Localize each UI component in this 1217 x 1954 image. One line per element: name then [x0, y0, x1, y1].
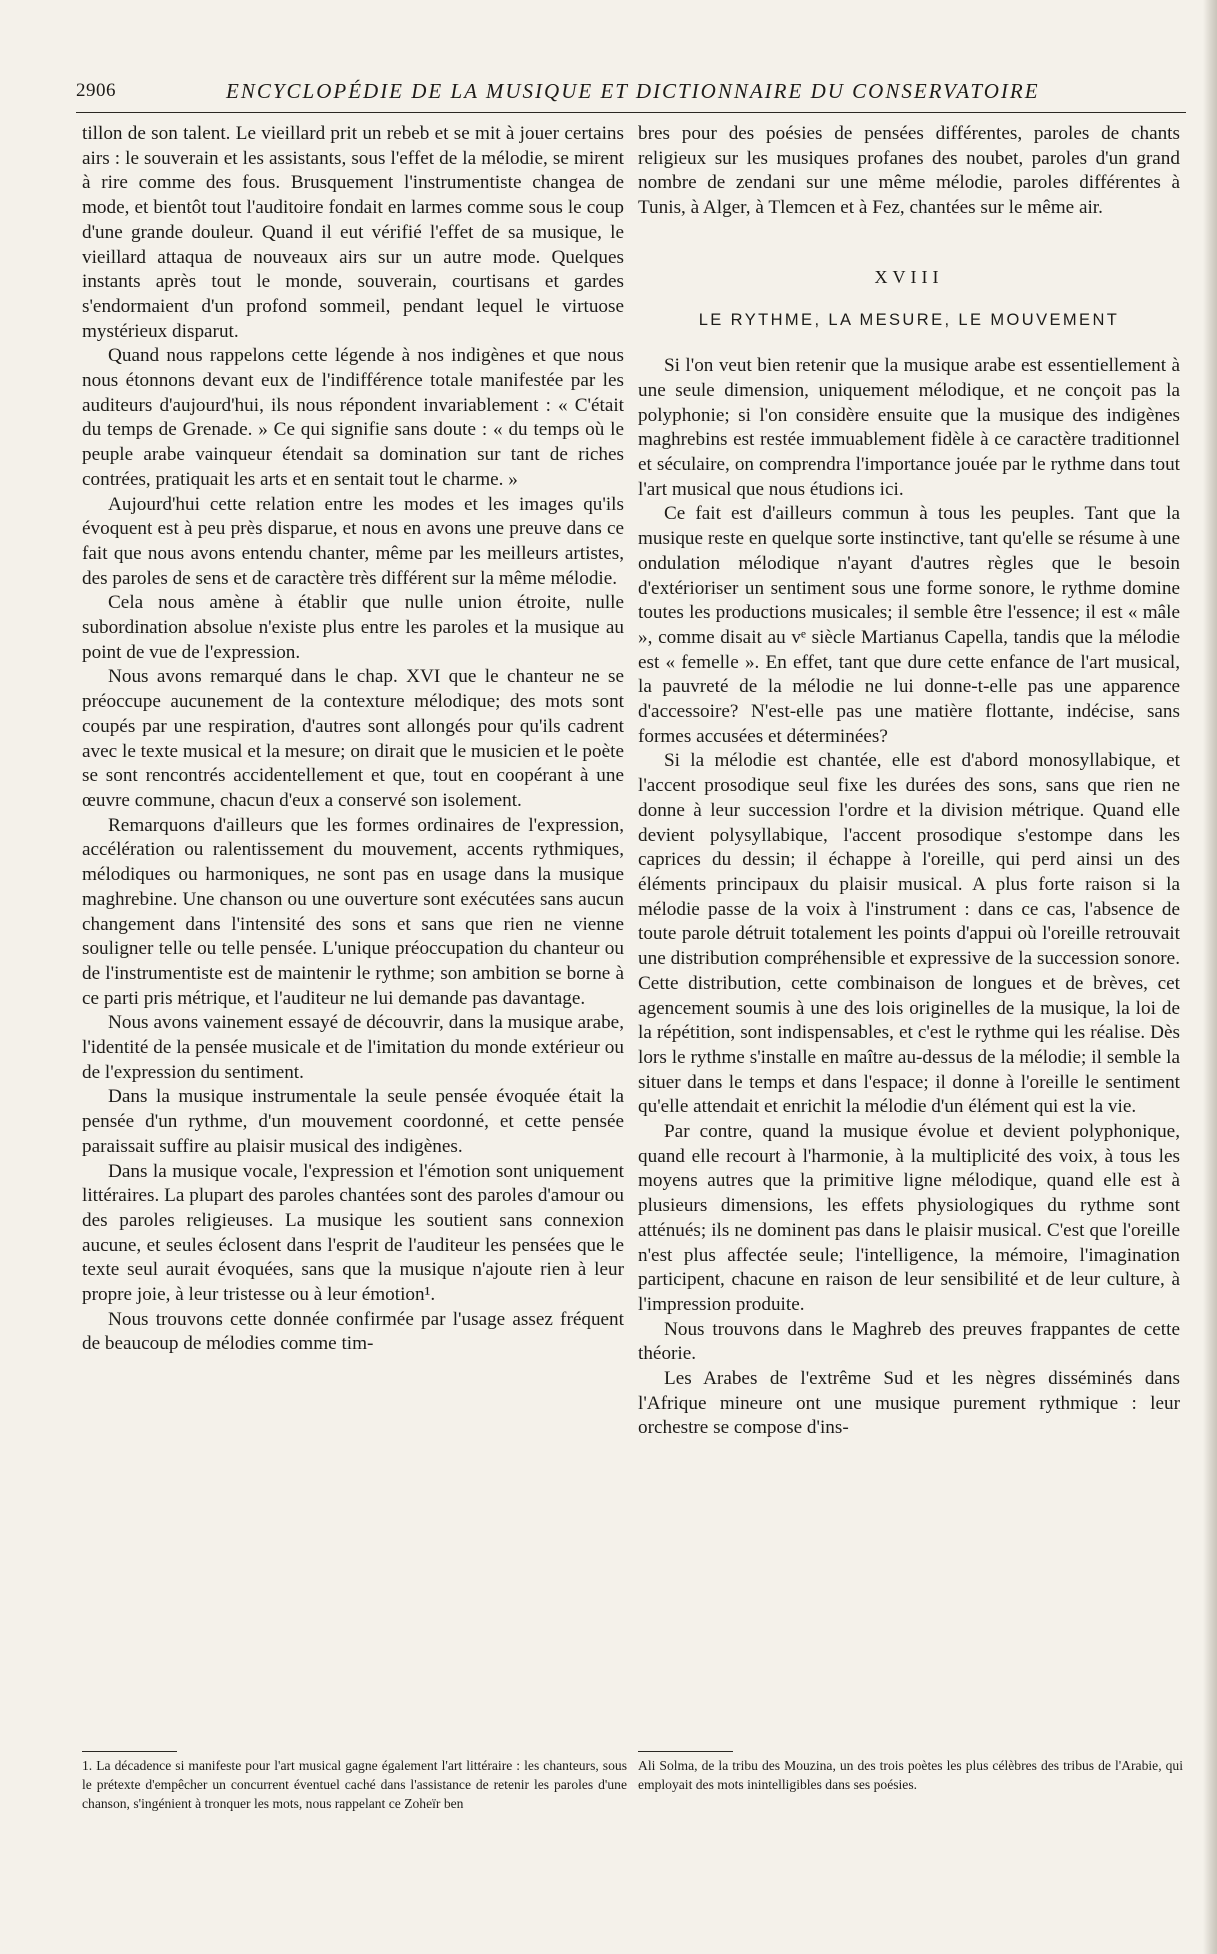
paragraph: Quand nous rappelons cette légende à nos indigènes et que nous nous étonnons devant eux de l'indifférence totale manifestée par les auditeurs d'aujourd'hui, ils nous répondent invariablement : « C'était du temps de Grenade. » Ce qui signifie sans doute : « du temps où le peuple arabe vainqueur étendait sa domination sur tant de riches contrées, pratiquait les arts et en sentait tout le charme. »: [82, 345, 624, 490]
paragraph: Par contre, quand la musique évolue et devient polyphonique, quand elle recourt à l'harmonie, à la multiplicité des voix, à tous les moyens autres que la primitive ligne mélodique, quand elle est à plusieurs dimensions, les effets physiologiques du rythme sont atténués; ils ne dominent pas dans le plaisir musical. C'est que l'oreille n'est plus affectée seule; l'intelligence, la mémoire, l'imagination participent, chacune en raison de leur sensibilité et de leur culture, à l'impression produite.: [638, 1121, 1180, 1315]
paragraph: Remarquons d'ailleurs que les formes ordinaires de l'expression, accélération ou ralentissement du mouvement, accents rythmiques, mélodiques ou harmoniques, ne sont pas en usage dans la musique maghrebine. Une chanson ou une ouverture sont exécutées sans aucun changement dans l'intensité des sons et sans que rien ne vienne souligner telle ou telle pensée. L'unique préoccupation du chanteur ou de l'instrumentiste est de maintenir le rythme; son ambition se borne à ce parti pris métrique, et l'auditeur ne lui demande pas davantage.: [82, 814, 624, 1009]
paragraph: Aujourd'hui cette relation entre les modes et les images qu'ils évoquent est à peu près disparue, et nous en avons une preuve dans ce fait que nous avons entendu chanter, même par les meilleurs artistes, des paroles de sens et de caractère très différent sur la même mélodie.: [82, 493, 624, 589]
paragraph: Nous avons vainement essayé de découvrir, dans la musique arabe, l'identité de la pensée musicale et de l'imitation du monde extérieur ou de l'expression du sentiment.: [82, 1012, 624, 1083]
section-number: XVIII: [874, 266, 944, 287]
footnote-divider: [82, 1751, 177, 1752]
footnote-divider: [638, 1751, 733, 1752]
paragraph: Dans la musique vocale, l'expression et l'émotion sont uniquement littéraires. La plupart des paroles chantées sont des paroles d'amour ou des paroles religieuses. La musique les soutient sans connexion aucune, et seules éclosent dans l'esprit de l'auditeur les pensées que le texte seul aurait évoquées, sans que la musique n'ajoute rien à leur propre joie, à leur tristesse ou à leur émotion¹.: [82, 1160, 624, 1306]
page-number: 2906: [76, 80, 116, 101]
page-header: [76, 80, 1186, 113]
left-column: [82, 122, 624, 1357]
footnote-continuation: Ali Solma, de la tribu des Mouzina, un des trois poètes les plus célèbres des tribus de l'Arabie, qui employait des mots inintelligibles dans ses poésies.: [638, 1758, 1183, 1792]
paragraph: Si la mélodie est chantée, elle est d'abord monosyllabique, et l'accent prosodique seul fixe les durées des sons, sans que rien ne donne à leur succession l'ordre et la division métrique. Quand elle devient polysyllabique, l'accent prosodique s'estompe dans les caprices du dessin; il échappe à l'oreille, qui perd ainsi un des éléments principaux du plaisir musical. A plus forte raison si la mélodie passe de la voix à l'instrument : dans ce cas, l'absence de toute parole détruit totalement les points d'appui où l'oreille retrouvait une distribution compréhensible et expressive de la succession sonore. Cette distribution, cette combinaison de longues et de brèves, cet agencement soumis à une des lois originelles de la musique, la loi de la répétition, sont indispensables, et c'est le rythme qui les réalise. Dès lors le rythme s'installe en maître au-dessus de la mélodie; il semble la situer dans le temps et dans l'espace; il donne à l'oreille le sentiment qu'elle attendait et enrichit la mélodie d'un élément qui est la vie.: [638, 750, 1180, 1118]
paragraph: tillon de son talent. Le vieillard prit un rebeb et se mit à jouer certains airs : le souverain et les assistants, sous l'effet de la mélodie, se mirent à rire comme des fous. Brusquement l'instrumentiste changea de mode, et bientôt tout l'auditoire fondait en larmes comme sous le coup d'une grande douleur. Quand il eut vérifié l'effet de sa musique, le vieillard attaqua de nouveaux airs sur un autre mode. Quelques instants après tout le monde, souverain, courtisans et gardes s'endormaient d'un profond sommeil, pendant lequel le virtuose mystérieux disparut.: [82, 123, 624, 342]
paragraph: Nous trouvons dans le Maghreb des preuves frappantes de cette théorie.: [638, 1318, 1180, 1365]
paragraph: Nous avons remarqué dans le chap. XVI que le chanteur ne se préoccupe aucunement de la contexture mélodique; des mots sont coupés par une respiration, d'autres sont allongés pour qu'ils cadrent avec le texte musical et la mesure; on dirait que le musicien et le poète se sont rencontrés accidentellement et que, tout en coopérant à une œuvre commune, chacun d'eux a conservé son isolement.: [82, 666, 624, 811]
paragraph: Nous trouvons cette donnée confirmée par l'usage assez fréquent de beaucoup de mélodies comme tim-: [82, 1308, 624, 1355]
paragraph: Dans la musique instrumentale la seule pensée évoquée était la pensée d'un rythme, d'un mouvement coordonné, et cette pensée paraissait suffire au plaisir musical des indigènes.: [82, 1086, 624, 1157]
footnote: 1. La décadence si manifeste pour l'art musical gagne également l'art littéraire : les chanteurs, sous le prétexte d'empêcher un concurrent éventuel caché dans l'assistance de retenir les paroles d'une chanson, s'ingénient à tronquer les mots, nous rappelant ce Zoheïr ben: [82, 1758, 627, 1811]
paragraph: Ce fait est d'ailleurs commun à tous les peuples. Tant que la musique reste en quelque sorte instinctive, tant qu'elle se résume à une ondulation mélodique n'ayant d'autres règles que le besoin d'extérioriser un sentiment sous une forme sonore, le rythme domine toutes les productions musicales; il semble être l'essence; il est « mâle », comme disait au vᵉ siècle Martianus Capella, tandis que la mélodie est « femelle ». En effet, tant que dure cette enfance de l'art musical, la pauvreté de la mélodie ne lui donne-t-elle pas une apparence d'accessoire? N'est-elle pas une matière flottante, indécise, sans formes accusées et déterminées?: [638, 503, 1180, 747]
paragraph: Cela nous amène à établir que nulle union étroite, nulle subordination absolue n'existe plus entre les paroles et la musique au point de vue de l'expression.: [82, 592, 624, 663]
paragraph: bres pour des poésies de pensées différentes, paroles de chants religieux sur les musiques profanes des noubet, paroles d'un grand nombre de zendani sur une même mélodie, paroles différentes à Tunis, à Alger, à Tlemcen et à Fez, chantées sur le même air.: [638, 123, 1180, 219]
paragraph: Si l'on veut bien retenir que la musique arabe est essentiellement à une seule dimension, uniquement mélodique, et ne conçoit pas la polyphonie; si l'on considère ensuite que la musique des indigènes maghrebins est restée immuablement fidèle à ce caractère traditionnel et séculaire, on comprendra l'importance jouée par le rythme dans tout l'art musical que nous étudions ici.: [638, 355, 1180, 500]
paragraph: Les Arabes de l'extrême Sud et les nègres disséminés dans l'Afrique mineure ont une musique purement rythmique : leur orchestre se compose d'ins-: [638, 1368, 1180, 1439]
section-title: LE RYTHME, LA MESURE, LE MOUVEMENT: [698, 310, 1120, 329]
running-title: ENCYCLOPÉDIE DE LA MUSIQUE ET DICTIONNAIRE DU CONSERVATOIRE: [226, 79, 1040, 103]
right-column: [638, 122, 1180, 1441]
page-edge: [1203, 0, 1217, 1954]
